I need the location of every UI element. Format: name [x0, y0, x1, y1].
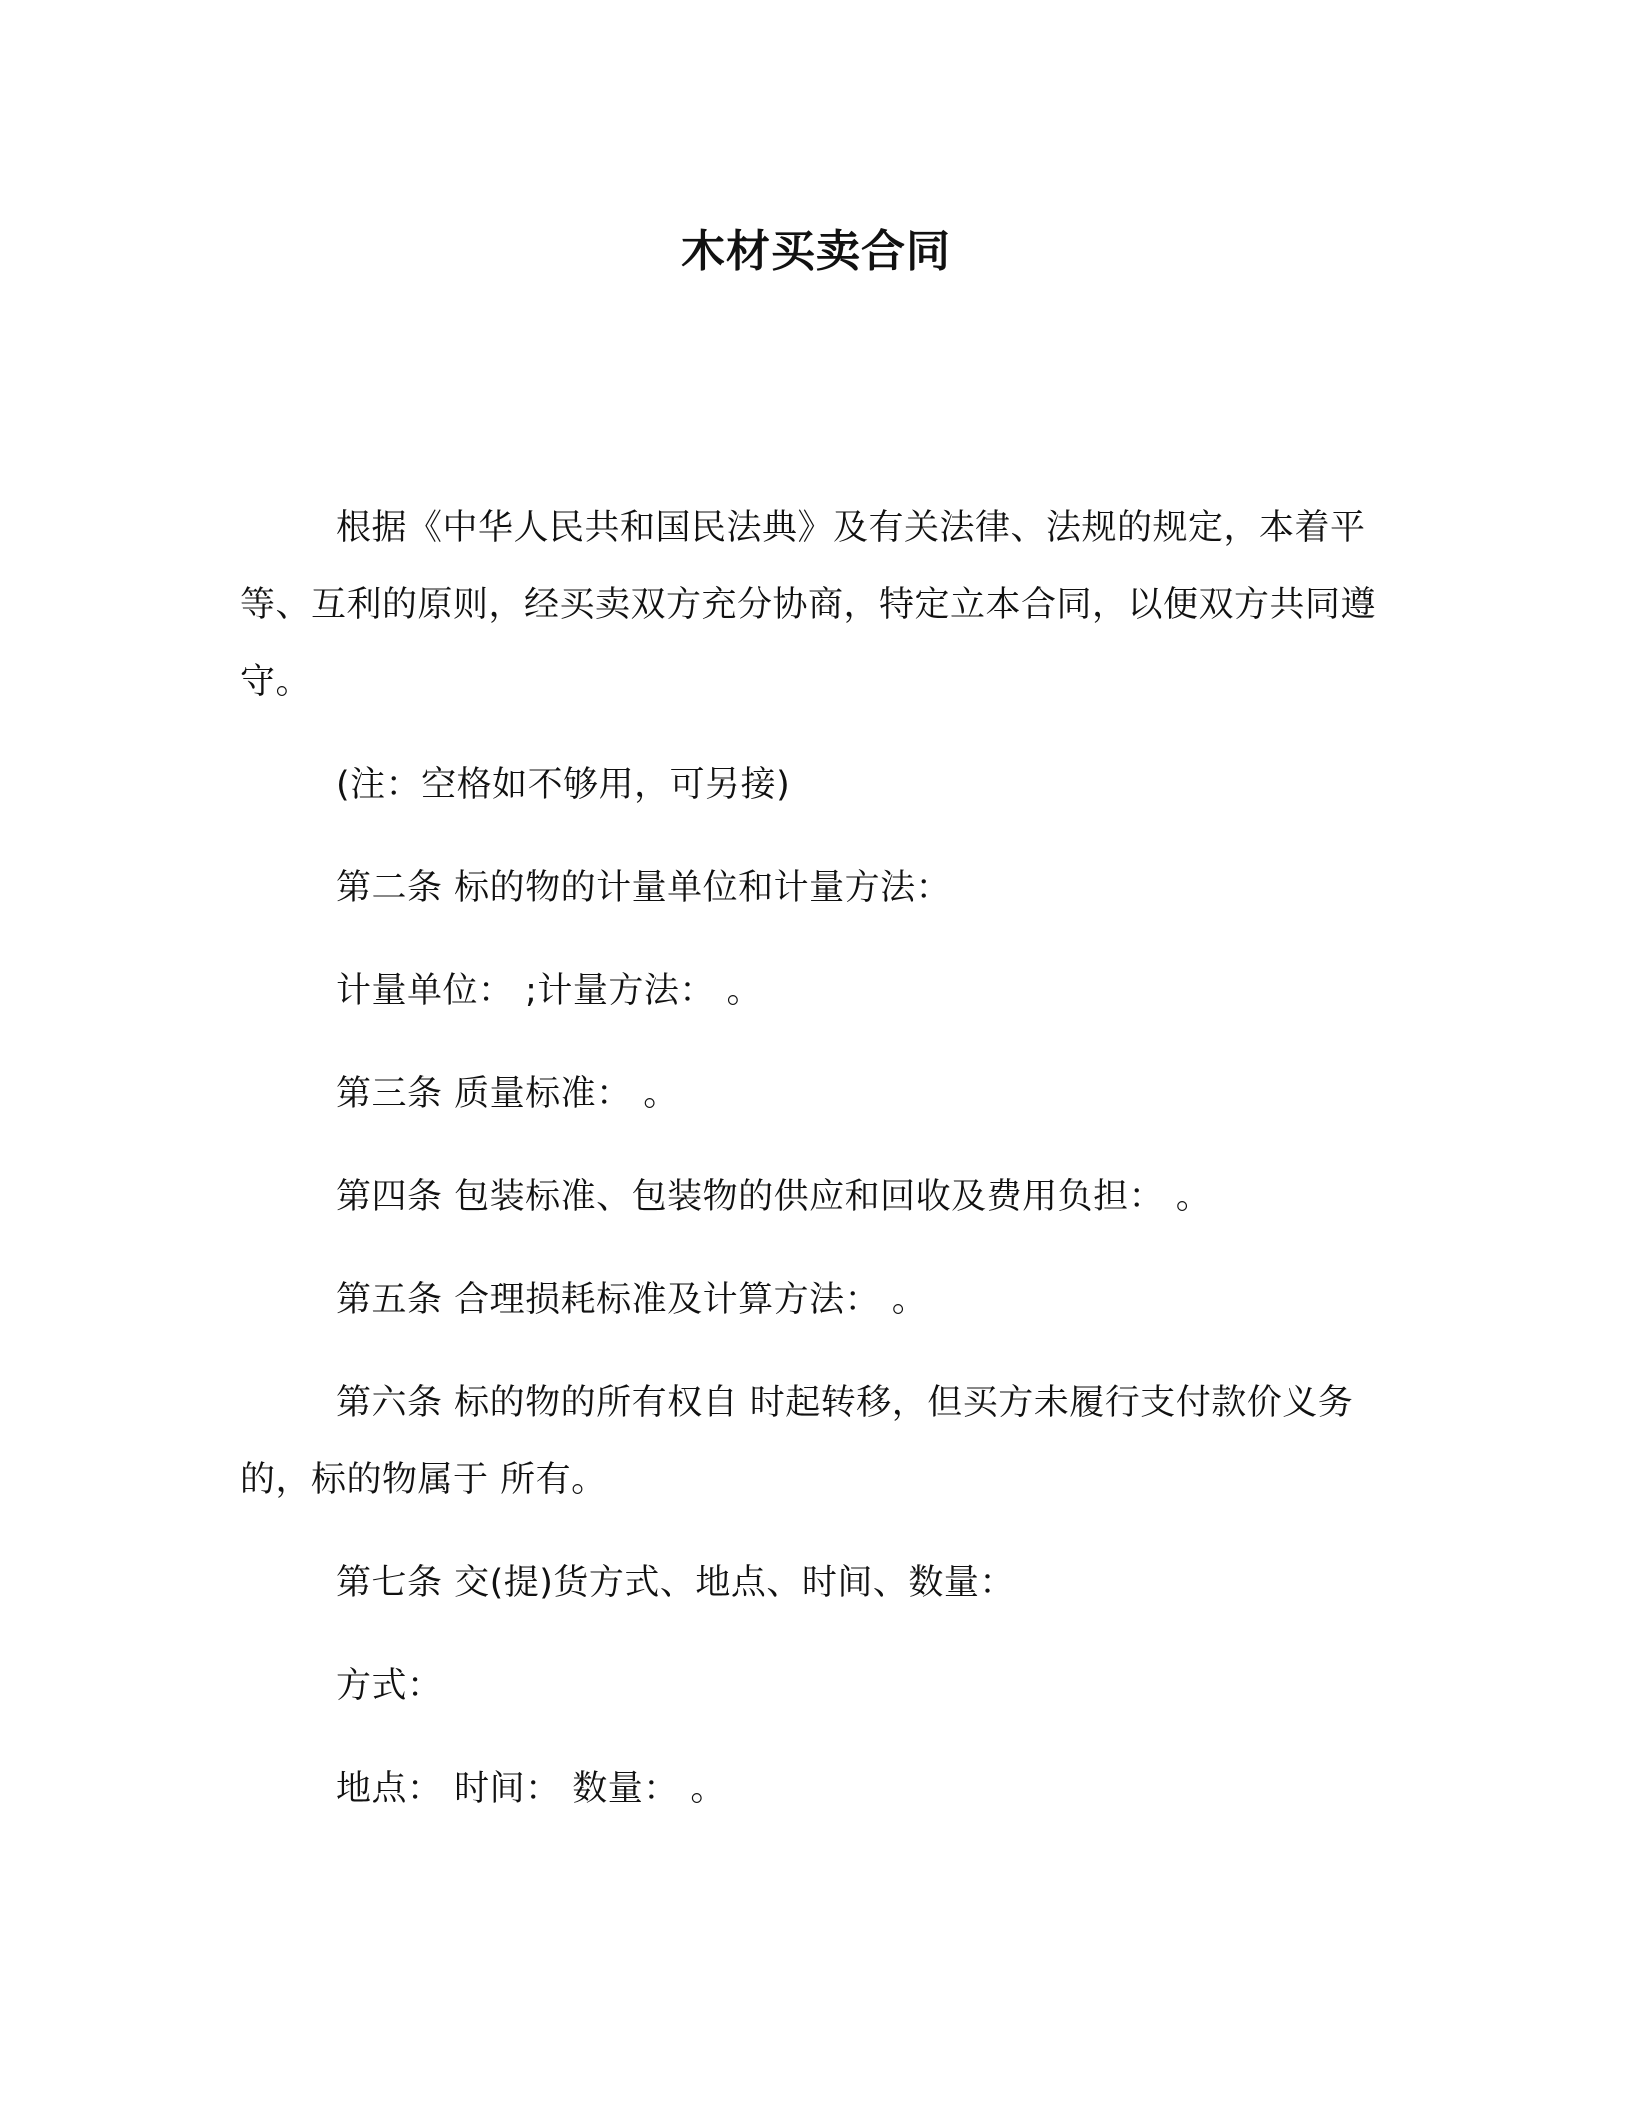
document-body — [240, 490, 1380, 1828]
paragraph-measurement: 计量单位： ;计量方法： 。 — [336, 971, 763, 1011]
paragraph-article-3: 第三条 质量标准： 。 — [336, 1074, 679, 1114]
paragraph-preamble: 根据《中华人民共和国民法典》及有关法律、法规的规定，本着平等、互利的原则，经买卖双方充分协商，特定立本合同，以便双方共同遵守。 — [240, 508, 1377, 702]
paragraph-note: (注：空格如不够用，可另接) — [336, 765, 791, 805]
paragraph-delivery-details: 地点： 时间： 数量： 。 — [336, 1769, 726, 1809]
paragraph-article-6: 第六条 标的物的所有权自 时起转移，但买方未履行支付款价义务的，标的物属于 所有。 — [240, 1383, 1354, 1500]
paragraph-article-5: 第五条 合理损耗标准及计算方法： 。 — [336, 1280, 928, 1320]
paragraph-article-4: 第四条 包装标准、包装物的供应和回收及费用负担： 。 — [336, 1177, 1212, 1217]
paragraph-article-7: 第七条 交(提)货方式、地点、时间、数量： — [336, 1563, 1015, 1603]
paragraph-article-2: 第二条 标的物的计量单位和计量方法： — [336, 868, 952, 908]
document-title: 木材买卖合同 — [681, 226, 951, 277]
paragraph-delivery-method: 方式： — [336, 1666, 443, 1706]
